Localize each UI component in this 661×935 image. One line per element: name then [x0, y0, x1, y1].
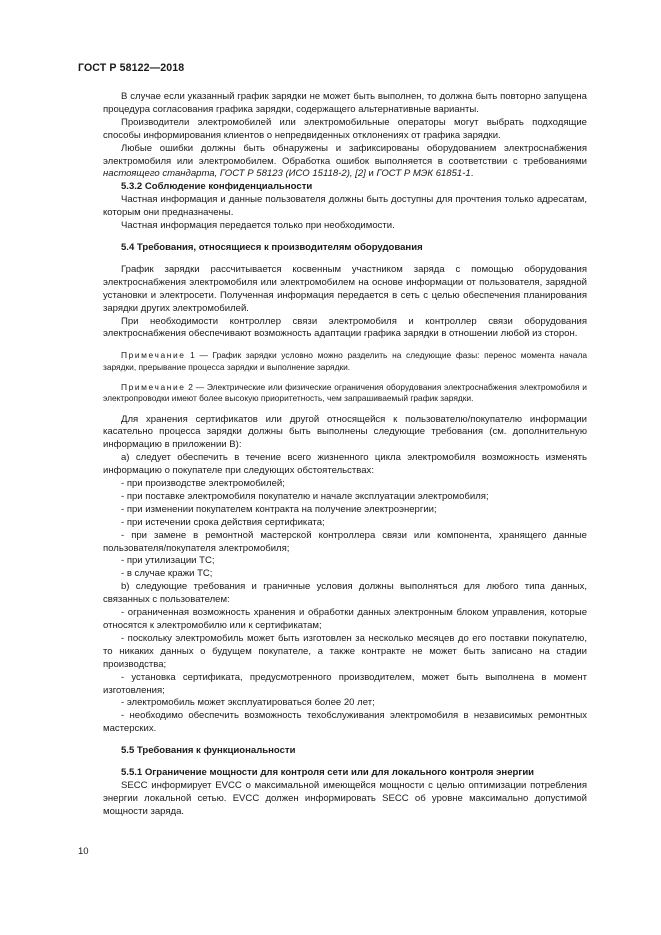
list-item: - ограниченная возможность хранения и обработки данных электронным блоком управления, которые относятся к электромобилю или к сертификатам;	[103, 607, 587, 631]
list-item: - при поставке электромобиля покупателю и начале эксплуатации электромобиля;	[121, 490, 489, 502]
section-heading: 5.4 Требования, относящиеся к производителям оборудования	[121, 241, 423, 253]
reference-text: ГОСТ Р МЭК 61851-1	[376, 168, 471, 180]
page-header: ГОСТ Р 58122—2018	[78, 62, 185, 74]
list-item: - при утилизации ТС;	[121, 555, 215, 567]
paragraph: Частная информация и данные пользователя должны быть доступны для прочтения только адресатам, которым они предназначены.	[103, 194, 587, 219]
paragraph: а) следует обеспечить в течение всего жизненного цикла электромобиля возможность изменять информацию о покупателе при следующих обстоятельствах:	[103, 452, 587, 477]
paragraph-text: .	[470, 168, 474, 180]
section-heading: 5.5 Требования к функциональности	[121, 745, 296, 757]
document-body	[103, 91, 587, 819]
page-number: 10	[78, 846, 89, 857]
list-item: - поскольку электромобиль может быть изготовлен за несколько месяцев до его поставки покупателю, то никаких данных о будущем покупателе, а также контракте не может быть записано на стадии производства;	[103, 632, 587, 670]
paragraph-text: и	[365, 168, 377, 180]
paragraph: Частная информация передается только при необходимости.	[121, 220, 395, 232]
paragraph: При необходимости контроллер связи электромобиля и контроллер связи оборудования электроснабжения обеспечивают возможность адаптации графика зарядки в отношении любой из сторон.	[103, 315, 587, 340]
paragraph: В случае если указанный график зарядки не может быть выполнен, то должна быть повторно запущена процедура согласования графика зарядки, содержащего альтернативные варианты.	[103, 91, 587, 115]
list-item: - электромобиль может эксплуатироваться более 20 лет;	[121, 697, 375, 709]
paragraph: График зарядки рассчитывается косвенным участником заряда с помощью оборудования электроснабжения электромобиля или электромобилем на основе информации от пользователя, зарядной установки и электросети. Полученная информация передается в сеть с целью обеспечения планирования зарядки других электромобилей.	[103, 263, 587, 314]
list-item: - при замене в ремонтной мастерской контроллера связи или компонента, хранящего данные пользователя/покупателя электромобиля;	[103, 529, 587, 554]
subsection-heading: 5.5.1 Ограничение мощности для контроля сети или для локального контроля энергии	[121, 767, 535, 779]
paragraph: SECC информирует EVCC о максимальной имеющейся мощности с целью оптимизации потребления энергии локальной сетью. EVCC должен информировать SECC об уровне максимально допустимой мощности заряда.	[103, 779, 587, 817]
paragraph: Производители электромобилей или электромобильные операторы могут выбрать подходящие способы информирования клиентов о непредвиденных отклонениях от графика зарядки.	[103, 116, 587, 141]
subsection-heading: 5.3.2 Соблюдение конфиденциальности	[121, 181, 313, 193]
reference-text: настоящего стандарта, ГОСТ Р 58123 (ИСО 15118-2), [2]	[103, 168, 366, 180]
paragraph	[103, 143, 587, 182]
paragraph: b) следующие требования и граничные условия должны выполняться для любого типа данных, связанных с пользователем:	[103, 581, 587, 606]
note-text: 1 — График зарядки условно можно разделить на следующие фазы: перенос момента начала зарядки, прерывание процесса зарядки и выполнение зарядки.	[103, 350, 587, 372]
note-text: 2 — Электрические или физические ограничения оборудования электроснабжения электромобиля и электропроводки имеют более высокую приоритетность, чем запрашиваемый график зарядки.	[103, 381, 587, 404]
list-item: - при истечении срока действия сертификата;	[121, 516, 325, 528]
list-item: - при изменении покупателем контракта на получение электроэнергии;	[121, 503, 437, 515]
list-item: - необходимо обеспечить возможность техобслуживания электромобиля в независимых ремонтных мастерских.	[103, 710, 587, 735]
note-label: Примечание	[121, 350, 186, 361]
note	[103, 350, 587, 373]
paragraph-text: Любые ошибки должны быть обнаружены и зафиксированы оборудованием электроснабжения электромобиля или электромобилем. Обработка ошибок выполняется в соответствии с требованиями	[103, 142, 587, 167]
note-label: Примечание	[121, 381, 186, 392]
list-item: - при производстве электромобилей;	[121, 478, 285, 490]
paragraph: Для хранения сертификатов или другой относящейся к пользователю/покупателю информации касательно процесса зарядки должны быть выполнены следующие требования (см. дополнительную информацию в приложении В):	[103, 413, 587, 451]
list-item: - в случае кражи ТС;	[121, 568, 213, 580]
list-item: - установка сертификата, предусмотренного производителем, может быть выполнена в момент изготовления;	[103, 671, 587, 696]
note	[103, 382, 587, 405]
